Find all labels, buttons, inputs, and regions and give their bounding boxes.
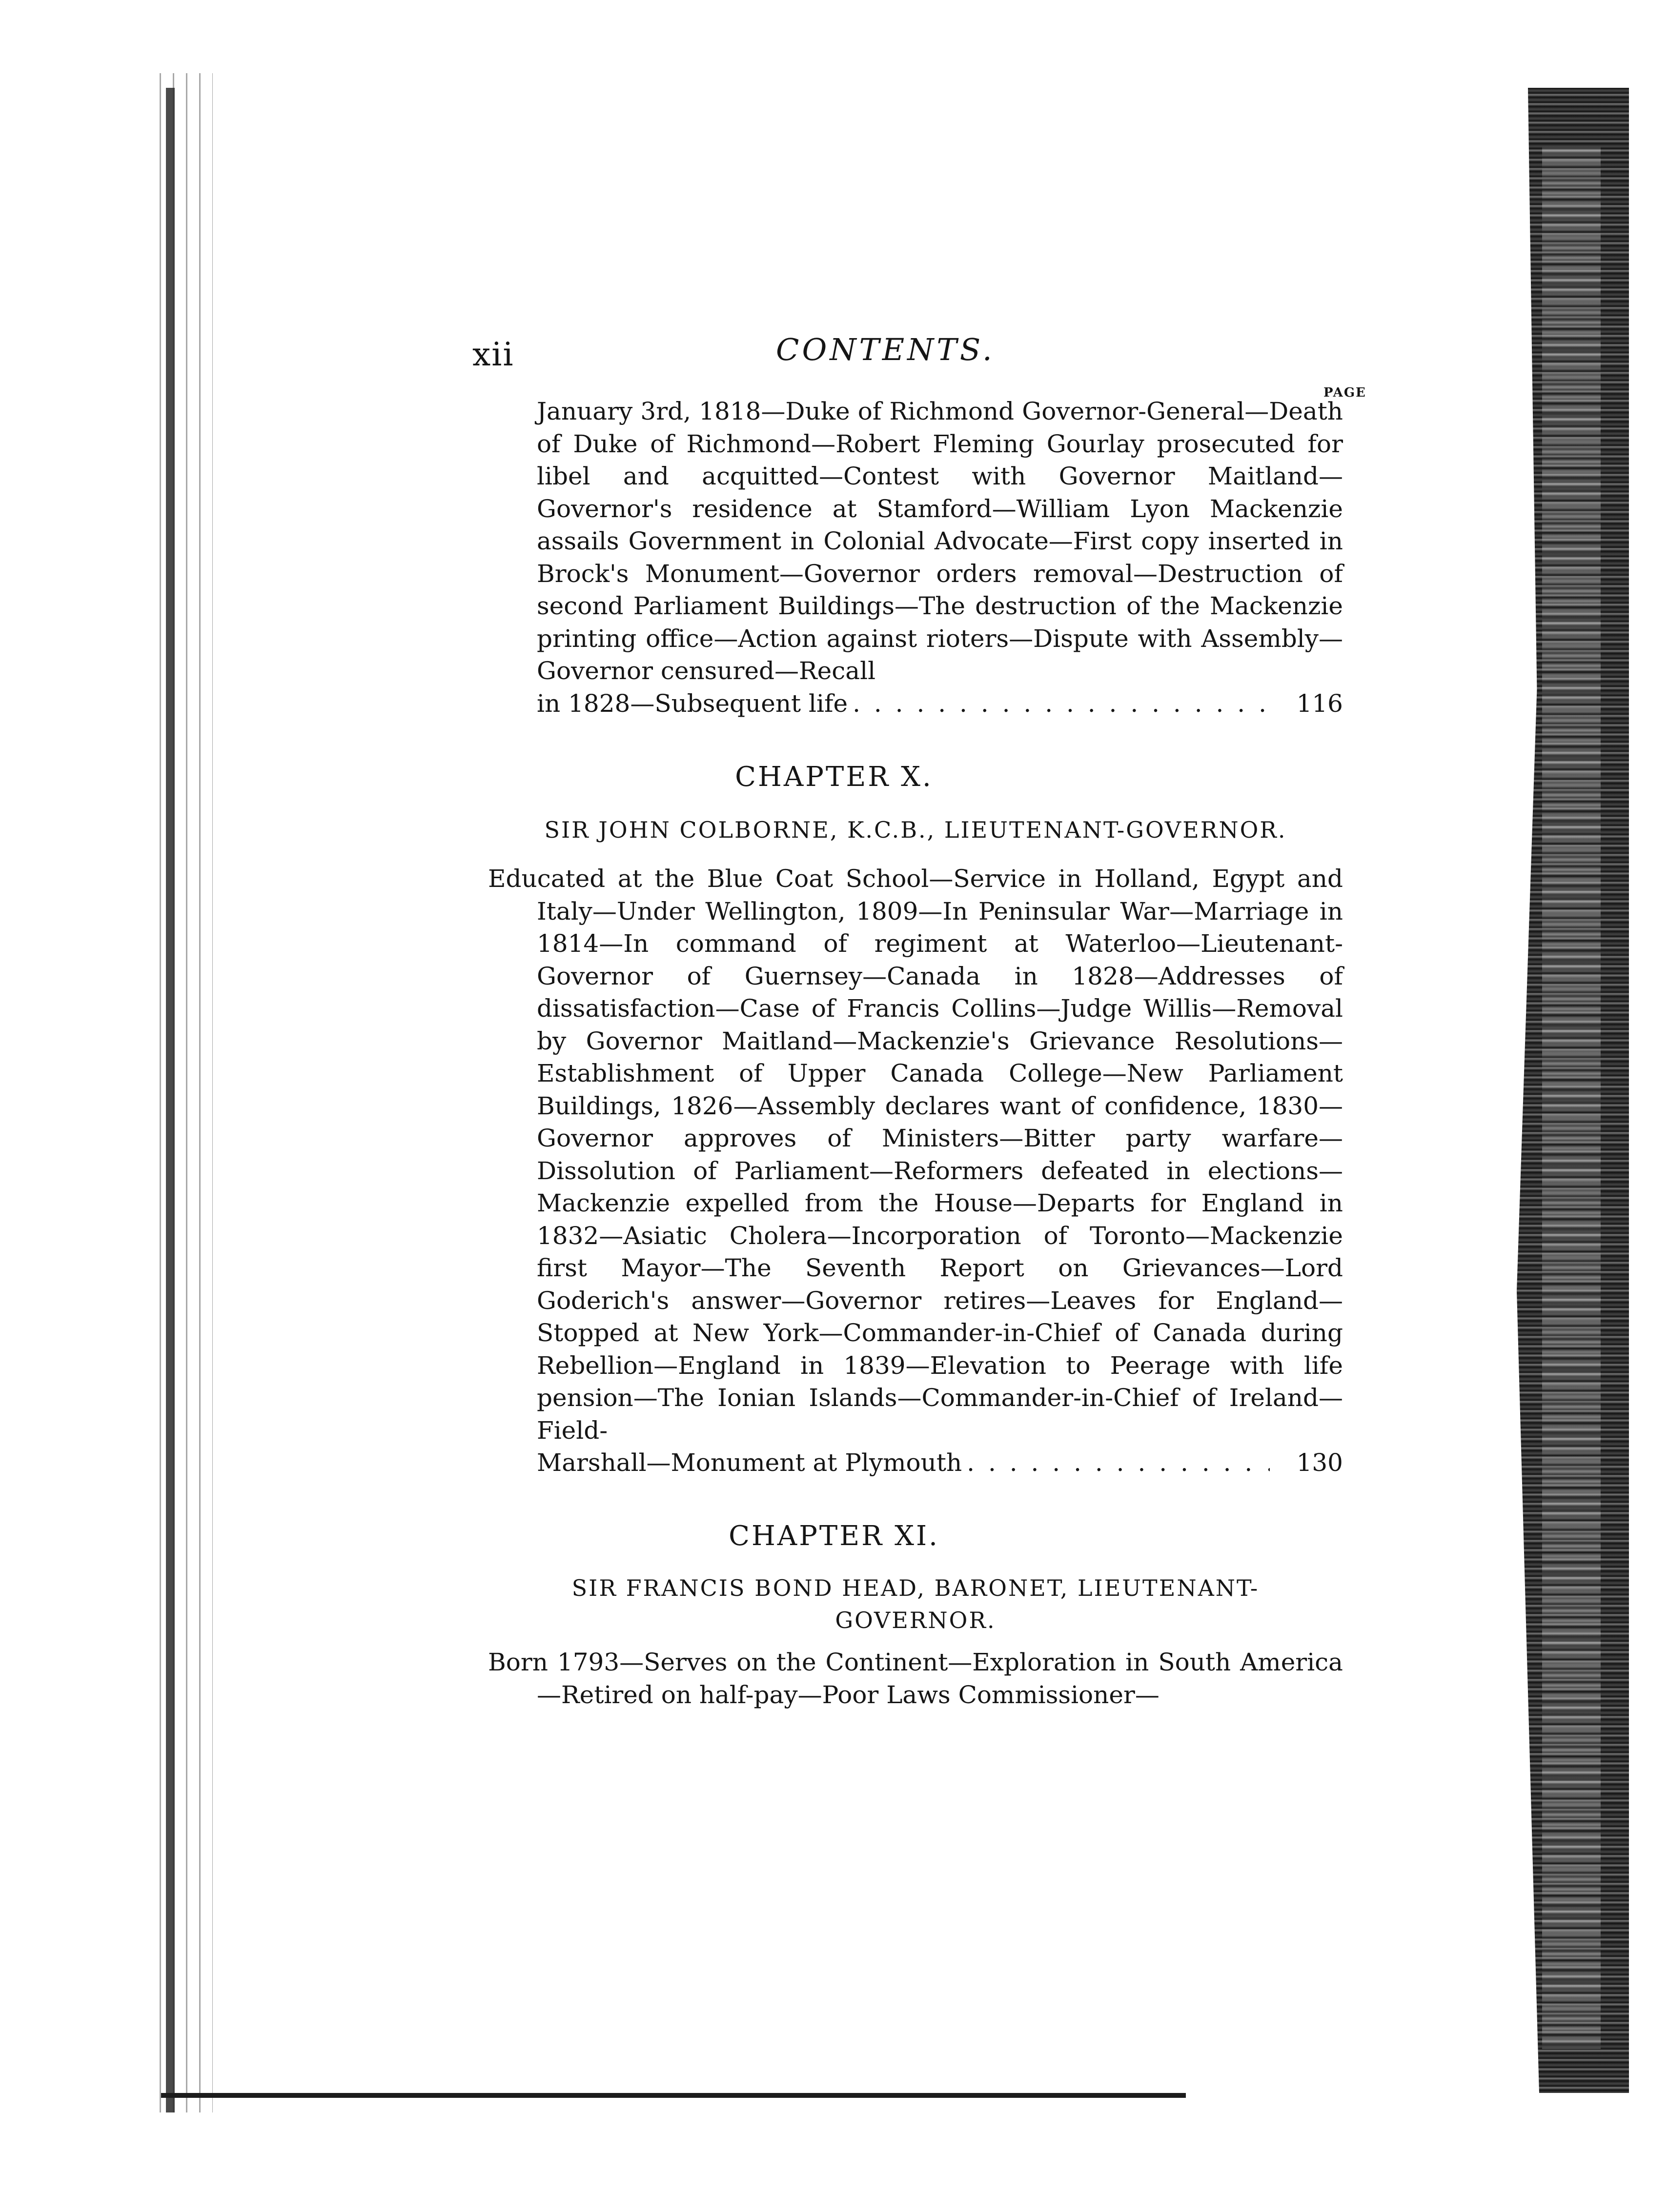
entry-summary: Born 1793—Serves on the Continent—Exploration in South America—Retired on half-pay—Poor Laws Commissioner— — [488, 1648, 1343, 1709]
chapter-subject-line: SIR FRANCIS BOND HEAD, BARONET, LIEUTENANT- — [571, 1575, 1260, 1601]
scan-spine-shadow — [155, 73, 213, 2112]
page-column-label: PAGE — [1323, 385, 1366, 400]
scan-bottom-edge — [161, 2093, 1186, 2098]
chapter-heading: CHAPTER XI. — [729, 1520, 939, 1552]
scan-binding-edge — [166, 88, 175, 2112]
dot-leader — [853, 687, 1270, 720]
entry-last-line — [488, 1447, 1343, 1479]
running-title: CONTENTS. — [776, 332, 995, 367]
entry-last-line-text: in 1828—Subsequent life — [537, 689, 848, 718]
dot-leader — [967, 1447, 1270, 1479]
entry-page-number: 116 — [1296, 689, 1343, 718]
entry-last-line — [488, 687, 1343, 720]
chapter-subject: SIR JOHN COLBORNE, K.C.B., LIEUTENANT-GOVERNOR. — [544, 817, 1287, 843]
page-folio: xii — [472, 336, 514, 373]
contents-entry-chapter-9-continued — [488, 395, 1343, 720]
entry-summary: January 3rd, 1818—Duke of Richmond Governor-General—Death of Duke of Richmond—Robert Fleming Gourlay prosecuted for libel and acquitted—Contest with Governor Maitland—Governor's residence at Stamford—William Lyon Mackenzie assails Government in Colonial Advocate—First copy inserted in Brock's Monument—Governor orders removal—Destruction of second Parliament Buildings—The destruction of the Mackenzie printing office—Action against rioters—Dispute with Assembly—Governor censured—Recall — [537, 397, 1343, 685]
entry-last-line-text: Marshall—Monument at Plymouth — [537, 1448, 962, 1477]
entry-summary: Educated at the Blue Coat School—Service in Holland, Egypt and Italy—Under Wellington, 1809—In Peninsular War—Marriage in 1814—In command of regiment at Waterloo—Lieutenant-Governor of Guernsey—Canada in 1828—Addresses of dissatisfaction—Case of Francis Collins—Judge Willis—Removal by Governor Maitland—Mackenzie's Grievance Resolutions—Establishment of Upper Canada College—New Parliament Buildings, 1826—Assembly declares want of confidence, 1830—Governor approves of Ministers—Bitter party warfare—Dissolution of Parliament—Reformers defeated in elections—Mackenzie expelled from the House—Departs for England in 1832—Asiatic Cholera—Incorporation of Toronto—Mackenzie first Mayor—The Seventh Report on Grievances—Lord Goderich's answer—Governor retires—Leaves for England—Stopped at New York—Commander-in-Chief of Canada during Rebellion—England in 1839—Elevation to Peerage with life pension—The Ionian Islands—Commander-in-Chief of Ireland—Field- — [488, 865, 1343, 1445]
chapter-subject-line: GOVERNOR. — [835, 1607, 996, 1633]
entry-page-number: 130 — [1296, 1448, 1343, 1477]
chapter-heading: CHAPTER X. — [735, 761, 933, 793]
contents-entry-chapter-11 — [488, 1646, 1343, 1711]
chapter-subject — [488, 1572, 1343, 1636]
contents-entry-chapter-10 — [488, 863, 1343, 1479]
scan-page-edge-texture — [1542, 146, 1601, 2049]
